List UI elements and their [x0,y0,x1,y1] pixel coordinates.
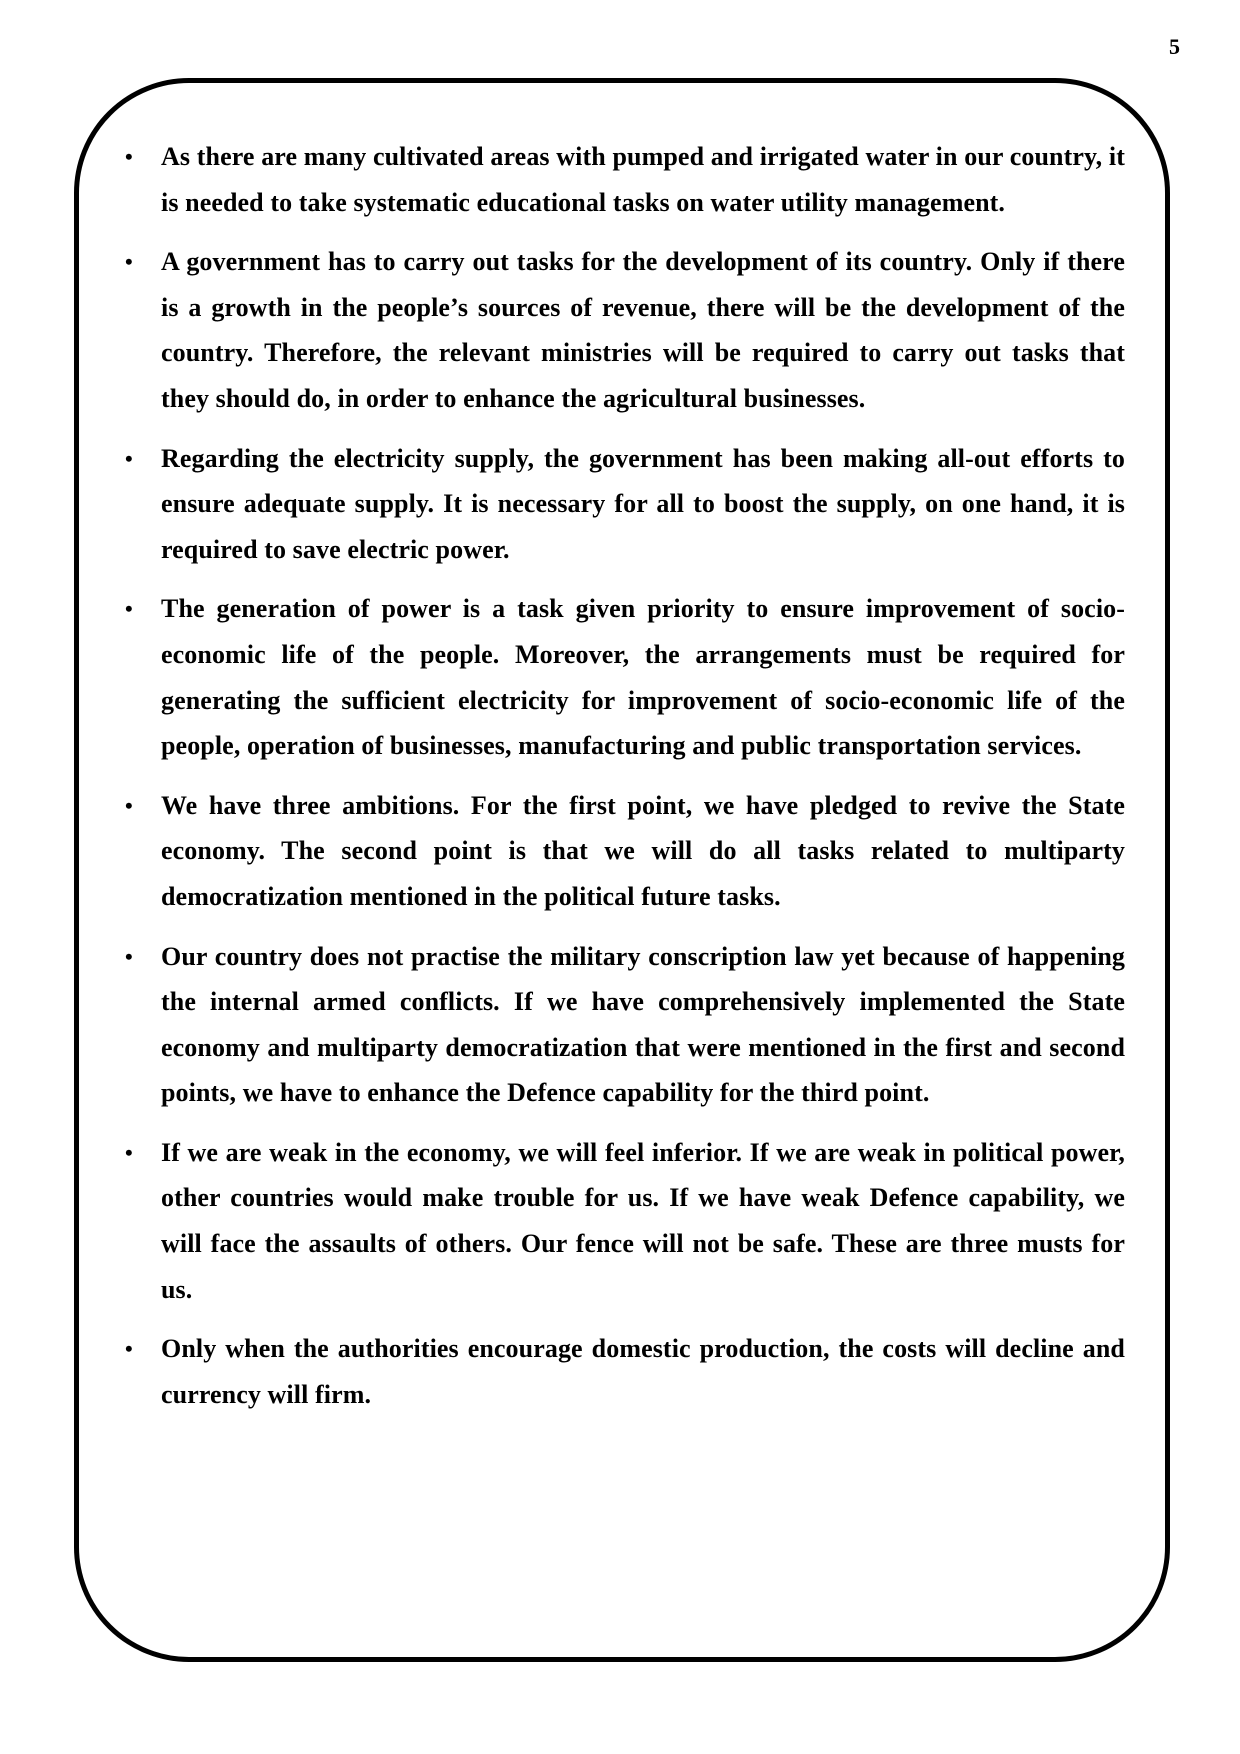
list-item [118,1326,1125,1417]
bullet-icon: • [125,792,133,818]
bullet-icon: • [125,1139,133,1165]
bullet-icon: • [125,445,133,471]
list-item-text: Only when the authorities encourage domestic production, the costs will decline and currency will firm. [161,1334,1125,1409]
bullet-icon: • [125,596,133,622]
list-item-text: As there are many cultivated areas with pumped and irrigated water in our country, it is needed to take systematic educational tasks on water utility management. [161,142,1125,217]
list-item [118,934,1125,1116]
bullet-icon: • [125,249,133,275]
list-item [118,436,1125,573]
list-item-text: Our country does not practise the military conscription law yet because of happening the internal armed conflicts. If we have comprehensively implemented the State economy and multiparty democratization that were mentioned in the first and second points, we have to enhance the Defence capability for the third point. [161,941,1125,1108]
bullet-icon: • [125,943,133,969]
bullet-icon: • [125,144,133,169]
bullet-icon: • [125,1336,133,1362]
list-item-text: Regarding the electricity supply, the government has been making all-out efforts to ensure adequate supply. It is necessary for all to boost the supply, on one hand, it is required to save electric power. [161,443,1125,564]
list-item [118,1130,1125,1312]
list-item [118,586,1125,768]
list-item [118,239,1125,421]
page-number: 5 [1169,34,1180,59]
list-item [118,134,1125,225]
list-item-text: If we are weak in the economy, we will feel inferior. If we are weak in political power, other countries would make trouble for us. If we have weak Defence capability, we will face the assaults of others. Our fence will not be safe. These are three musts for us. [161,1137,1125,1304]
list-item [118,783,1125,920]
list-item-text: A government has to carry out tasks for the development of its country. Only if there is a growth in the people’s sources of revenue, there will be the development of the country. Therefore, the relevant ministries will be required to carry out tasks that they should do, in order to enhance the agricultural businesses. [161,247,1125,413]
bullet-list [118,134,1125,1431]
list-item-text: The generation of power is a task given priority to ensure improvement of socio-economic life of the people. Moreover, the arrangements must be required for generating the sufficient electricity for improvement of socio-economic life of the people, operation of businesses, manufacturing and public transportation services. [161,594,1125,761]
list-item-text: We have three ambitions. For the first point, we have pledged to revive the State economy. The second point is that we will do all tasks related to multiparty democratization mentioned in the political future tasks. [161,790,1125,911]
